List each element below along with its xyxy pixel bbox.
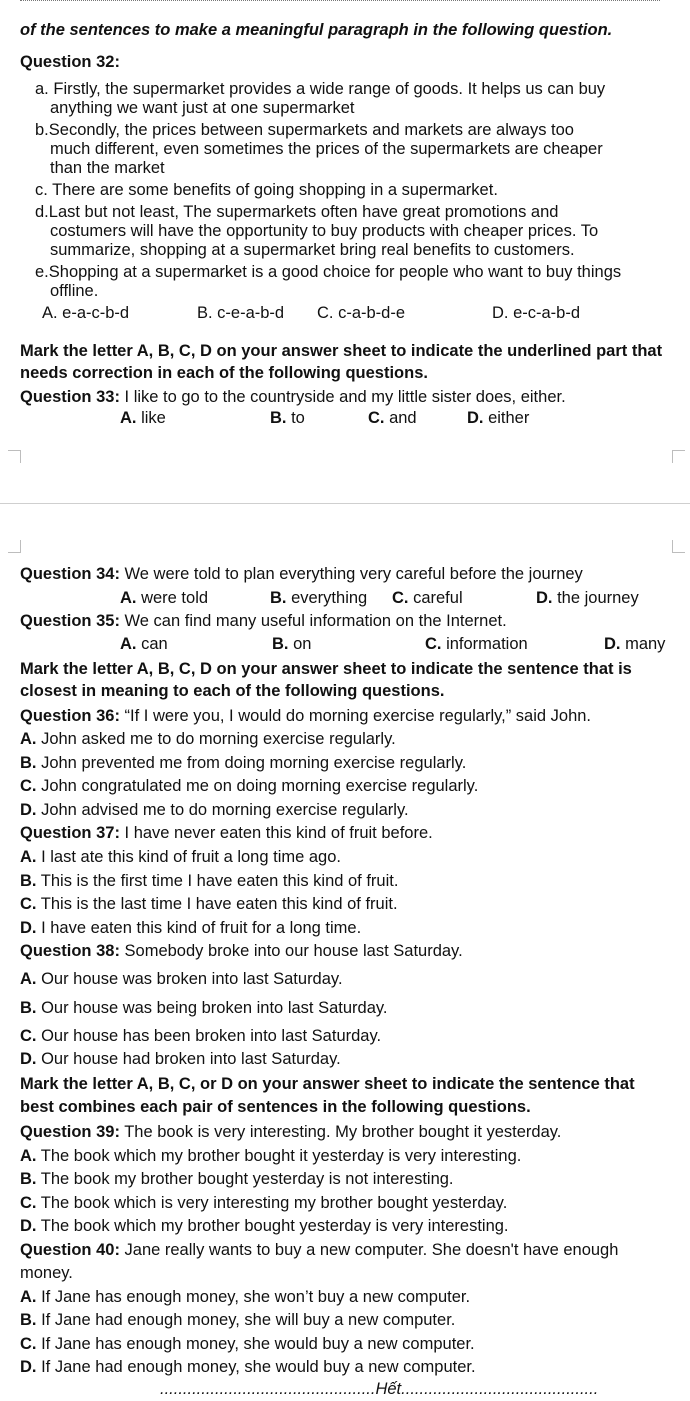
- q33-stem: Question 33: I like to go to the countryside and my little sister does, either.: [20, 388, 566, 406]
- page-break-divider: [0, 503, 690, 504]
- q32-option-b[interactable]: B. c-e-a-b-d: [197, 304, 285, 322]
- q33-option-c[interactable]: C. and: [368, 409, 417, 427]
- q32-option-c[interactable]: C. c-a-b-d-e: [317, 304, 406, 322]
- q35-option-a[interactable]: A. can: [120, 635, 168, 653]
- q40-option-c[interactable]: C. If Jane has enough money, she would buy a new computer.: [20, 1335, 475, 1353]
- q32-item-e-cont: offline.: [50, 282, 99, 300]
- footer-end-text: Hết: [375, 1380, 402, 1398]
- section-error-line2: needs correction in each of the following questions.: [20, 364, 428, 382]
- q40-option-a[interactable]: A. If Jane has enough money, she won’t buy a new computer.: [20, 1288, 471, 1306]
- q38-option-a[interactable]: A. Our house was broken into last Saturday.: [20, 970, 343, 988]
- q34-stem: Question 34: We were told to plan everything very careful before the journey: [20, 565, 583, 583]
- q36-stem: Question 36: “If I were you, I would do morning exercise regularly,” said John.: [20, 707, 592, 725]
- q32-item-d: d.Last but not least, The supermarkets often have great promotions and: [35, 203, 559, 221]
- q32-label: Question 32:: [20, 53, 120, 71]
- crop-mark-top-right: [672, 450, 685, 463]
- section-meaning-line1: Mark the letter A, B, C, D on your answer sheet to indicate the sentence that is: [20, 660, 632, 678]
- q36-option-c[interactable]: C. John congratulated me on doing morning exercise regularly.: [20, 777, 479, 795]
- q32-item-b-cont1: much different, even sometimes the prices of the supermarkets are cheaper: [50, 140, 603, 158]
- q32-item-d-cont2: summarize, shopping at a supermarket bring real benefits to customers.: [50, 241, 575, 259]
- q35-option-c[interactable]: C. information: [425, 635, 528, 653]
- q32-option-d[interactable]: D. e-c-a-b-d: [492, 304, 581, 322]
- q32-item-e: e.Shopping at a supermarket is a good choice for people who want to buy things: [35, 263, 622, 281]
- crop-mark-top-left: [8, 450, 21, 463]
- q32-options: [42, 302, 662, 324]
- q38-option-c[interactable]: C. Our house has been broken into last Saturday.: [20, 1027, 382, 1045]
- footer-end-marker: ...............................................Hết...........................................: [160, 1380, 599, 1398]
- section-meaning-line2: closest in meaning to each of the following questions.: [20, 682, 445, 700]
- q39-stem: Question 39: The book is very interesting. My brother bought it yesterday.: [20, 1123, 562, 1141]
- q34-option-a[interactable]: A. were told: [120, 589, 209, 607]
- q34-options: [120, 587, 680, 609]
- q33-options: [120, 407, 640, 429]
- q33-option-b[interactable]: B. to: [270, 409, 305, 427]
- section-error-line1: Mark the letter A, B, C, D on your answer sheet to indicate the underlined part that: [20, 342, 663, 360]
- q38-option-d[interactable]: D. Our house had broken into last Saturday.: [20, 1050, 341, 1068]
- q32-item-a: a. Firstly, the supermarket provides a wide range of goods. It helps us can buy: [35, 80, 606, 98]
- section-combine-line2: best combines each pair of sentences in the following questions.: [20, 1098, 531, 1116]
- q38-option-b[interactable]: B. Our house was being broken into last Saturday.: [20, 999, 388, 1017]
- q34-option-d[interactable]: D. the journey: [536, 589, 639, 607]
- q32-item-a-cont: anything we want just at one supermarket: [50, 99, 355, 117]
- q36-option-d[interactable]: D. John advised me to do morning exercise regularly.: [20, 801, 409, 819]
- q34-option-c[interactable]: C. careful: [392, 589, 463, 607]
- section-combine-line1: Mark the letter A, B, C, or D on your answer sheet to indicate the sentence that: [20, 1075, 635, 1093]
- q37-option-b[interactable]: B. This is the first time I have eaten this kind of fruit.: [20, 872, 399, 890]
- crop-mark-bottom-right: [672, 540, 685, 553]
- q32-item-b-cont2: than the market: [50, 159, 165, 177]
- cropped-line-remnant: [20, 0, 660, 5]
- q40-stem: Question 40: Jane really wants to buy a new computer. She doesn't have enough: [20, 1241, 619, 1259]
- q37-option-d[interactable]: D. I have eaten this kind of fruit for a long time.: [20, 919, 362, 937]
- q39-option-b[interactable]: B. The book my brother bought yesterday is not interesting.: [20, 1170, 454, 1188]
- q37-option-a[interactable]: A. I last ate this kind of fruit a long time ago.: [20, 848, 341, 866]
- q35-options: [120, 633, 680, 655]
- q32-item-d-cont1: costumers will have the opportunity to buy products with cheaper prices. To: [50, 222, 599, 240]
- q34-option-b[interactable]: B. everything: [270, 589, 368, 607]
- q33-option-d[interactable]: D. either: [467, 409, 530, 427]
- q39-option-d[interactable]: D. The book which my brother bought yesterday is very interesting.: [20, 1217, 509, 1235]
- crop-mark-bottom-left: [8, 540, 21, 553]
- q39-option-c[interactable]: C. The book which is very interesting my brother bought yesterday.: [20, 1194, 508, 1212]
- q36-option-b[interactable]: B. John prevented me from doing morning exercise regularly.: [20, 754, 467, 772]
- q32-item-b: b.Secondly, the prices between supermarkets and markets are always too: [35, 121, 574, 139]
- q35-option-d[interactable]: D. many: [604, 635, 666, 653]
- q36-option-a[interactable]: A. John asked me to do morning exercise regularly.: [20, 730, 396, 748]
- q37-option-c[interactable]: C. This is the last time I have eaten this kind of fruit.: [20, 895, 398, 913]
- q40-stem-cont: money.: [20, 1264, 73, 1282]
- q32-option-a[interactable]: A. e-a-c-b-d: [42, 304, 130, 322]
- q32-item-c: c. There are some benefits of going shopping in a supermarket.: [35, 181, 498, 199]
- q35-option-b[interactable]: B. on: [272, 635, 312, 653]
- q39-option-a[interactable]: A. The book which my brother bought it yesterday is very interesting.: [20, 1147, 522, 1165]
- q40-option-b[interactable]: B. If Jane had enough money, she will buy a new computer.: [20, 1311, 456, 1329]
- q33-option-a[interactable]: A. like: [120, 409, 166, 427]
- q40-option-d[interactable]: D. If Jane had enough money, she would buy a new computer.: [20, 1358, 476, 1376]
- q37-stem: Question 37: I have never eaten this kind of fruit before.: [20, 824, 433, 842]
- q38-stem: Question 38: Somebody broke into our house last Saturday.: [20, 942, 463, 960]
- q35-stem: Question 35: We can find many useful information on the Internet.: [20, 612, 507, 630]
- intro-line: of the sentences to make a meaningful paragraph in the following question.: [20, 21, 613, 39]
